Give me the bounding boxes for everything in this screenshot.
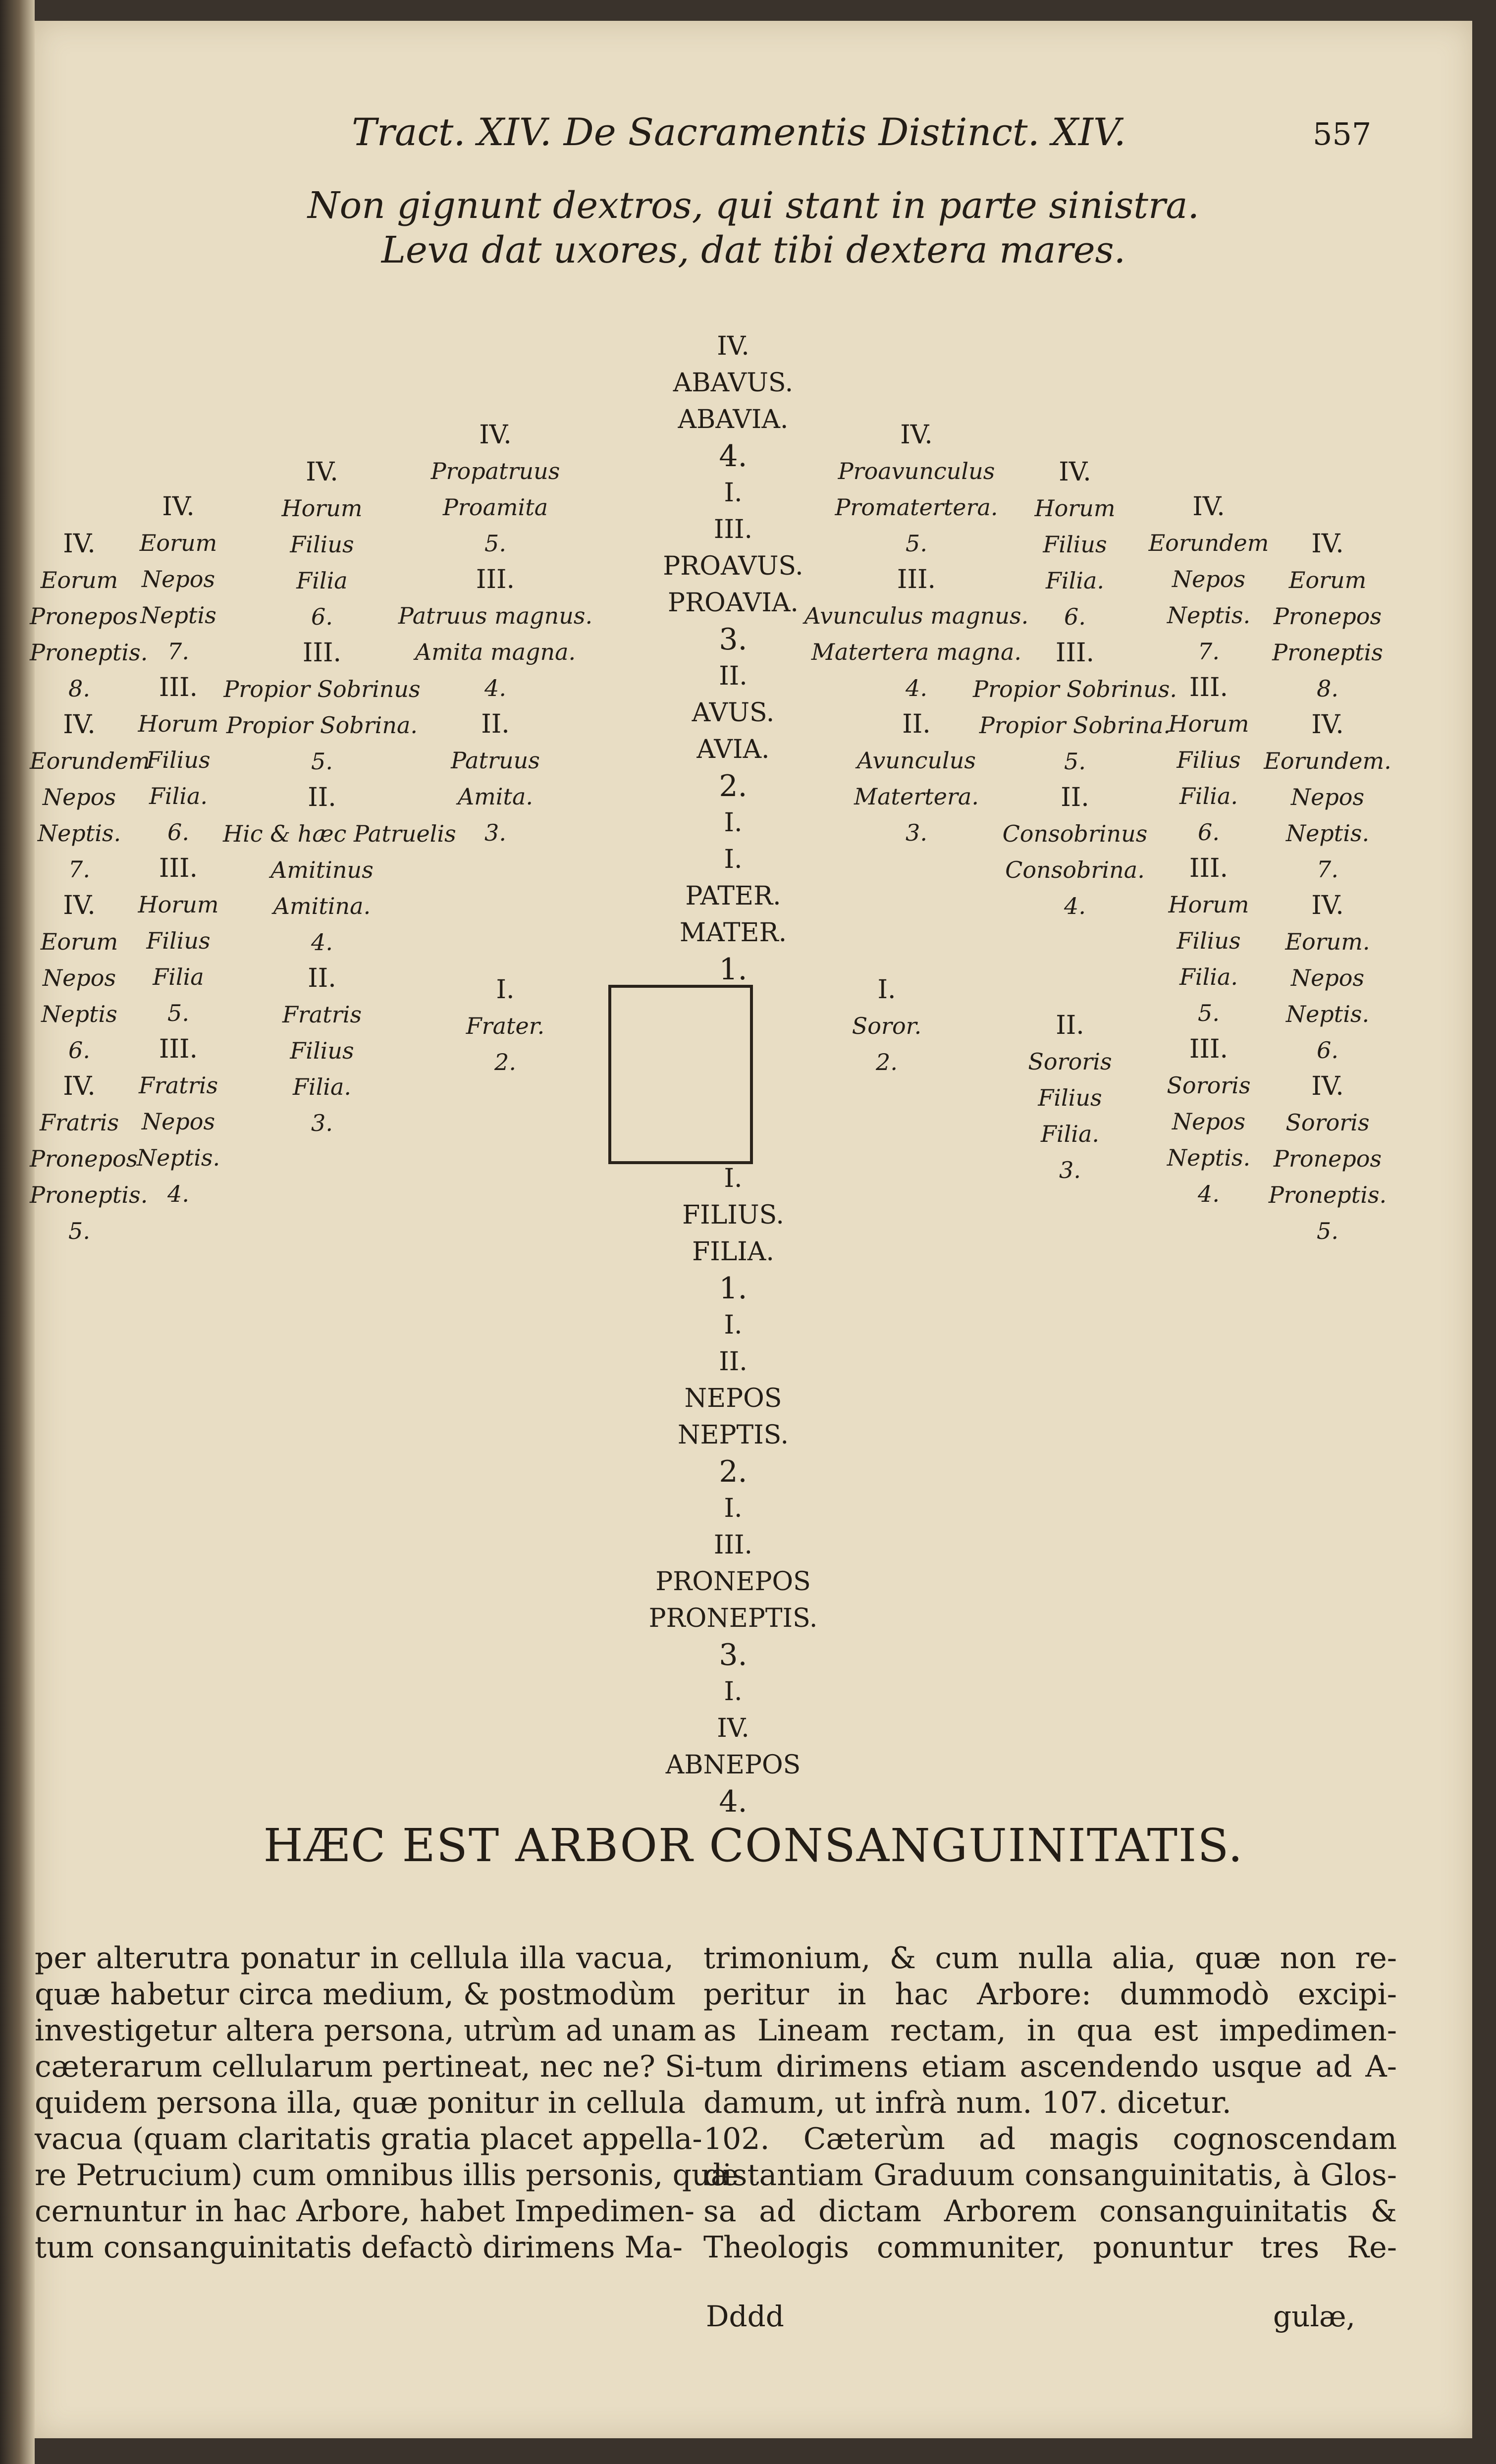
tree-entry: 5. bbox=[1317, 1218, 1338, 1244]
tree-entry: 6. bbox=[1064, 603, 1086, 630]
tree-entry: 4. bbox=[719, 439, 748, 474]
tree-entry: Nepos bbox=[1290, 964, 1365, 991]
tree-entry: Propior Sobrina. bbox=[979, 712, 1171, 739]
tree-entry: II. bbox=[719, 1347, 748, 1377]
tree-entry: I. bbox=[724, 1494, 743, 1523]
tree-entry: 3. bbox=[719, 1638, 748, 1672]
tree-entry: NEPTIS. bbox=[678, 1420, 789, 1450]
tree-entry: Filius bbox=[1038, 1084, 1102, 1111]
tree-entry: Eorum bbox=[1288, 567, 1367, 593]
text-line: distantiam Graduum consanguinitatis, à Glos- bbox=[703, 2158, 1397, 2193]
body-column-right bbox=[703, 1940, 1397, 2266]
tree-entry: Nepos bbox=[141, 1108, 215, 1135]
tree-entry: 7. bbox=[1198, 638, 1220, 665]
tree-entry: Eorundem. bbox=[1264, 748, 1391, 774]
tree-entry: 8. bbox=[1317, 675, 1338, 702]
tree-entry: 3. bbox=[311, 1110, 333, 1136]
tree-entry: Filia. bbox=[1040, 1121, 1100, 1147]
tree-entry: 5. bbox=[1064, 748, 1086, 775]
tree-entry: 2. bbox=[719, 769, 748, 803]
left-column-4 bbox=[372, 417, 619, 851]
tree-entry: IV. bbox=[900, 420, 933, 450]
tree-entry: IV. bbox=[479, 420, 512, 450]
tree-entry: Filius bbox=[290, 1037, 354, 1064]
right-sororis-column bbox=[1020, 1008, 1120, 1188]
left-brother-column bbox=[456, 972, 555, 1080]
tree-entry: AVIA. bbox=[696, 735, 770, 764]
tree-entry: IV. bbox=[1192, 492, 1225, 522]
tree-entry: IV. bbox=[306, 457, 338, 487]
tree-entry: IV. bbox=[1311, 710, 1344, 740]
tree-entry: Neptis. bbox=[37, 820, 121, 847]
tree-entry: Avunculus magnus. bbox=[804, 602, 1029, 629]
tree-entry: 6. bbox=[68, 1037, 90, 1064]
tree-entry: Amitina. bbox=[273, 893, 371, 919]
tree-entry: 4. bbox=[1198, 1180, 1220, 1207]
tree-entry: Horum bbox=[1034, 495, 1116, 522]
tree-entry: Nepos bbox=[1290, 784, 1365, 810]
tree-entry: IV. bbox=[63, 710, 96, 740]
right-sister-column bbox=[837, 972, 936, 1080]
tree-entry: Filia. bbox=[292, 1073, 352, 1100]
tree-entry: 1. bbox=[719, 952, 748, 987]
tree-entry: Neptis. bbox=[136, 1144, 220, 1171]
tree-entry: Horum bbox=[1168, 891, 1249, 918]
tree-entry: IV. bbox=[162, 492, 195, 522]
tree-entry: 6. bbox=[1317, 1037, 1338, 1064]
tree-entry: Matertera magna. bbox=[811, 639, 1022, 665]
tree-entry: Proavunculus bbox=[838, 458, 995, 484]
tree-entry: Horum bbox=[281, 495, 363, 522]
tree-entry: III. bbox=[159, 1034, 198, 1064]
tree-entry: IV. bbox=[717, 331, 749, 361]
signature-mark: Dddd bbox=[706, 2300, 784, 2333]
tree-entry: Eorum. bbox=[1285, 928, 1370, 955]
tree-entry: I. bbox=[724, 1164, 743, 1193]
tree-entry: 4. bbox=[719, 1784, 748, 1819]
tree-entry: 4. bbox=[484, 675, 506, 701]
tree-entry: ABAVIA. bbox=[678, 405, 789, 434]
tree-entry: Filius bbox=[290, 531, 354, 558]
tree-entry: Fratris bbox=[138, 1072, 218, 1099]
tree-entry: Proneptis. bbox=[1268, 1181, 1387, 1208]
tree-entry: II. bbox=[1061, 783, 1089, 812]
tree-entry: 8. bbox=[68, 675, 90, 702]
tree-entry: 6. bbox=[311, 603, 333, 630]
tree-entry: 3. bbox=[719, 622, 748, 657]
tree-entry: I. bbox=[877, 975, 896, 1005]
tree-entry: Consobrinus bbox=[1002, 820, 1148, 847]
tree-entry: 7. bbox=[68, 856, 90, 883]
text-line: tum consanguinitatis defactò dirimens Ma- bbox=[35, 2230, 683, 2265]
tree-entry: III. bbox=[1055, 638, 1095, 668]
tree-entry: Propior Sobrinus bbox=[223, 676, 421, 702]
tree-entry: 5. bbox=[1198, 1000, 1220, 1026]
tree-entry: III. bbox=[713, 515, 753, 544]
tree-entry: Proneptis. bbox=[30, 1181, 148, 1208]
right-column-4 bbox=[1263, 526, 1392, 1249]
tree-entry: ABAVUS. bbox=[673, 368, 794, 398]
tree-entry: 4. bbox=[311, 929, 333, 956]
text-line: cæterarum cellularum pertineat, nec ne? Si- bbox=[35, 2049, 705, 2084]
tree-entry: Nepos bbox=[42, 784, 116, 810]
tree-entry: 3. bbox=[484, 819, 506, 846]
tree-entry: III. bbox=[159, 854, 198, 883]
tree-entry: Nepos bbox=[1172, 1108, 1246, 1135]
text-line: quæ habetur circa medium, & postmodùm bbox=[35, 1977, 676, 2012]
text-line: quidem persona illa, quæ ponitur in cellula bbox=[35, 2086, 686, 2120]
tree-entry: Eorum bbox=[40, 928, 118, 955]
tree-entry: MATER. bbox=[679, 918, 787, 948]
tree-entry: Filius bbox=[1176, 747, 1241, 773]
tree-entry: Pronepos bbox=[1273, 1145, 1382, 1172]
tree-entry: IV. bbox=[63, 891, 96, 920]
tree-entry: III. bbox=[713, 1530, 753, 1560]
tree-entry: III. bbox=[1189, 854, 1229, 883]
tree-entry: 4. bbox=[1064, 893, 1086, 919]
tree-entry: 2. bbox=[494, 1049, 516, 1075]
tree-entry: III. bbox=[159, 673, 198, 702]
tree-entry: Eorundem bbox=[30, 748, 150, 774]
tree-entry: Pronepos bbox=[30, 1145, 138, 1172]
tree-entry: Nepos bbox=[1172, 566, 1246, 592]
tree-entry: PATER. bbox=[685, 881, 781, 911]
tree-entry: IV. bbox=[63, 529, 96, 559]
tree-entry: Matertera. bbox=[854, 783, 979, 810]
catchword: gulæ, bbox=[1273, 2300, 1355, 2333]
tree-entry: Amita magna. bbox=[415, 639, 576, 665]
tree-entry: IV. bbox=[1311, 1071, 1344, 1101]
tree-entry: Filius bbox=[1043, 531, 1107, 558]
tree-entry: Amitinus bbox=[270, 857, 374, 883]
tree-entry: 3. bbox=[1059, 1157, 1081, 1183]
tree-entry: Filia. bbox=[1045, 567, 1105, 594]
left-column-2 bbox=[131, 489, 225, 1212]
tree-entry: IV. bbox=[1059, 457, 1091, 487]
tree-trunk-lower bbox=[555, 1160, 911, 1820]
tree-entry: Filius bbox=[146, 747, 211, 773]
text-line: as Lineam rectam, in qua est impedimen- bbox=[703, 2013, 1397, 2048]
left-column-1 bbox=[30, 526, 150, 1249]
tree-entry: I. bbox=[724, 1677, 743, 1707]
verse-line-1: Non gignunt dextros, qui stant in parte sinistra. bbox=[307, 184, 1200, 227]
page-number: 557 bbox=[1313, 116, 1372, 152]
tree-entry: Pronepos bbox=[30, 603, 138, 630]
tree-entry: Eorum bbox=[40, 567, 118, 593]
tree-entry: Fratris bbox=[282, 1001, 362, 1028]
tree-entry: III. bbox=[302, 638, 342, 668]
tree-entry: IV. bbox=[1311, 529, 1344, 559]
tree-entry: 7. bbox=[167, 638, 189, 665]
running-header: Tract. XIV. De Sacramentis Distinct. XIV. bbox=[352, 110, 1126, 154]
tree-entry: II. bbox=[308, 783, 336, 812]
empty-cell-petrucius bbox=[608, 985, 753, 1164]
tree-entry: Eorundem bbox=[1148, 530, 1269, 556]
text-line: per alterutra ponatur in cellula illa vacua, bbox=[35, 1941, 674, 1976]
tree-entry: Neptis. bbox=[1285, 820, 1370, 847]
tree-entry: III. bbox=[476, 565, 515, 594]
tree-entry: 5. bbox=[484, 530, 506, 557]
tree-entry: Filia. bbox=[1179, 964, 1238, 990]
tree-entry: Filia bbox=[296, 567, 348, 594]
text-line: investigetur altera persona, utrùm ad unam bbox=[35, 2013, 696, 2048]
tree-entry: Soror. bbox=[852, 1013, 922, 1039]
tree-entry: 5. bbox=[906, 530, 927, 557]
tree-entry: Eorum bbox=[139, 530, 217, 556]
tree-entry: I. bbox=[496, 975, 515, 1005]
tree-entry: IV. bbox=[717, 1714, 749, 1743]
tree-entry: II. bbox=[1056, 1011, 1084, 1040]
tree-entry: FILIUS. bbox=[682, 1200, 784, 1230]
tree-entry: AVUS. bbox=[692, 698, 775, 728]
tree-entry: 4. bbox=[906, 675, 927, 701]
tree-entry: III. bbox=[1189, 1034, 1229, 1064]
tree-entry: 2. bbox=[719, 1454, 748, 1489]
text-line: 102. Cæterùm ad magis cognoscendam bbox=[703, 2122, 1397, 2156]
tree-entry: ABNEPOS bbox=[665, 1750, 801, 1780]
tree-entry: 5. bbox=[311, 748, 333, 775]
text-line: re Petrucium) cum omnibus illis personis, quæ bbox=[35, 2158, 739, 2193]
tree-entry: Proneptis. bbox=[30, 639, 148, 666]
tree-entry: Filia bbox=[153, 964, 204, 990]
tree-entry: Horum bbox=[138, 710, 219, 737]
tree-entry: III. bbox=[1189, 673, 1229, 702]
tree-entry: FILIA. bbox=[692, 1237, 774, 1267]
tree-entry: 6. bbox=[167, 819, 189, 846]
tree-entry: II. bbox=[902, 709, 931, 739]
tree-entry: Amita. bbox=[457, 783, 534, 810]
tree-entry: Filia. bbox=[1179, 783, 1238, 809]
tree-entry: 1. bbox=[719, 1271, 748, 1306]
tree-entry: Propior Sobrina. bbox=[226, 712, 418, 739]
tree-entry: Nepos bbox=[42, 964, 116, 991]
tree-entry: Nepos bbox=[141, 566, 215, 592]
text-line: damum, ut infrà num. 107. dicetur. bbox=[703, 2086, 1231, 2120]
tree-entry: Pronepos bbox=[1273, 603, 1382, 630]
tree-entry: Horum bbox=[1168, 710, 1249, 737]
tree-entry: Filius bbox=[146, 927, 211, 954]
tree-entry: Filius bbox=[1176, 927, 1241, 954]
text-line: tum dirimens etiam ascendendo usque ad A- bbox=[703, 2049, 1397, 2084]
book-page bbox=[30, 21, 1472, 2438]
verse-line-2: Leva dat uxores, dat tibi dextera mares. bbox=[381, 229, 1126, 271]
tree-entry: II. bbox=[719, 661, 748, 691]
tree-entry: Neptis. bbox=[1285, 1001, 1370, 1027]
tree-entry: I. bbox=[724, 478, 743, 508]
tree-entry: Filia. bbox=[149, 783, 208, 809]
tree-entry: IV. bbox=[63, 1071, 96, 1101]
tree-entry: Frater. bbox=[466, 1013, 545, 1039]
tree-entry: 5. bbox=[167, 1000, 189, 1026]
tree-entry: III. bbox=[897, 565, 936, 594]
tree-entry: Sororis bbox=[1167, 1072, 1251, 1099]
tree-entry: Fratris bbox=[39, 1109, 119, 1136]
tree-entry: IV. bbox=[1311, 891, 1344, 920]
tree-entry: I. bbox=[724, 845, 743, 874]
text-line: peritur in hac Arbore: dummodò excipi- bbox=[703, 1977, 1397, 2012]
text-line: vacua (quam claritatis gratia placet appella- bbox=[35, 2122, 702, 2156]
tree-entry: 3. bbox=[906, 819, 927, 846]
tree-entry: PROAVIA. bbox=[668, 588, 799, 618]
tree-entry: 6. bbox=[1198, 819, 1220, 846]
tree-title: HÆC EST ARBOR CONSANGUINITATIS. bbox=[263, 1819, 1244, 1872]
tree-entry: Patruus magnus. bbox=[398, 602, 593, 629]
tree-entry: Avunculus bbox=[857, 747, 976, 774]
right-column-3 bbox=[1144, 489, 1273, 1212]
tree-entry: Hic & hæc Patruelis bbox=[223, 820, 456, 847]
tree-entry: I. bbox=[724, 1310, 743, 1340]
tree-entry: Proamita bbox=[442, 494, 548, 521]
tree-entry: Consobrina. bbox=[1005, 857, 1145, 883]
tree-entry: Proneptis bbox=[1272, 639, 1383, 666]
tree-entry: Neptis bbox=[41, 1001, 117, 1027]
text-line: trimonium, & cum nulla alia, quæ non re- bbox=[703, 1941, 1397, 1976]
tree-entry: Neptis bbox=[140, 602, 216, 629]
text-line: Theologis communiter, ponuntur tres Re- bbox=[703, 2230, 1397, 2265]
text-line: cernuntur in hac Arbore, habet Impedimen- bbox=[35, 2194, 695, 2229]
tree-entry: I. bbox=[724, 808, 743, 838]
tree-entry: Sororis bbox=[1028, 1048, 1112, 1075]
tree-entry: II. bbox=[481, 709, 510, 739]
text-line: sa ad dictam Arborem consanguinitatis & bbox=[703, 2194, 1397, 2229]
tree-entry: NEPOS bbox=[684, 1384, 782, 1413]
tree-entry: Patruus bbox=[451, 747, 540, 774]
tree-entry: Promatertera. bbox=[835, 494, 998, 521]
tree-entry: Neptis. bbox=[1167, 1144, 1251, 1171]
tree-entry: Propatruus bbox=[430, 458, 560, 484]
tree-entry: Horum bbox=[138, 891, 219, 918]
tree-entry: 7. bbox=[1317, 856, 1338, 883]
body-column-left bbox=[35, 1940, 739, 2266]
tree-entry: Sororis bbox=[1285, 1109, 1370, 1136]
tree-entry: Propior Sobrinus. bbox=[973, 676, 1177, 702]
tree-entry: Neptis. bbox=[1167, 602, 1251, 629]
tree-entry: II. bbox=[308, 964, 336, 993]
tree-entry: PRONEPTIS. bbox=[648, 1604, 818, 1633]
tree-entry: 4. bbox=[167, 1180, 189, 1207]
tree-entry: 2. bbox=[876, 1049, 898, 1075]
tree-entry: 5. bbox=[68, 1218, 90, 1244]
tree-entry: PROAVUS. bbox=[663, 551, 803, 581]
tree-entry: PRONEPOS bbox=[655, 1567, 811, 1597]
